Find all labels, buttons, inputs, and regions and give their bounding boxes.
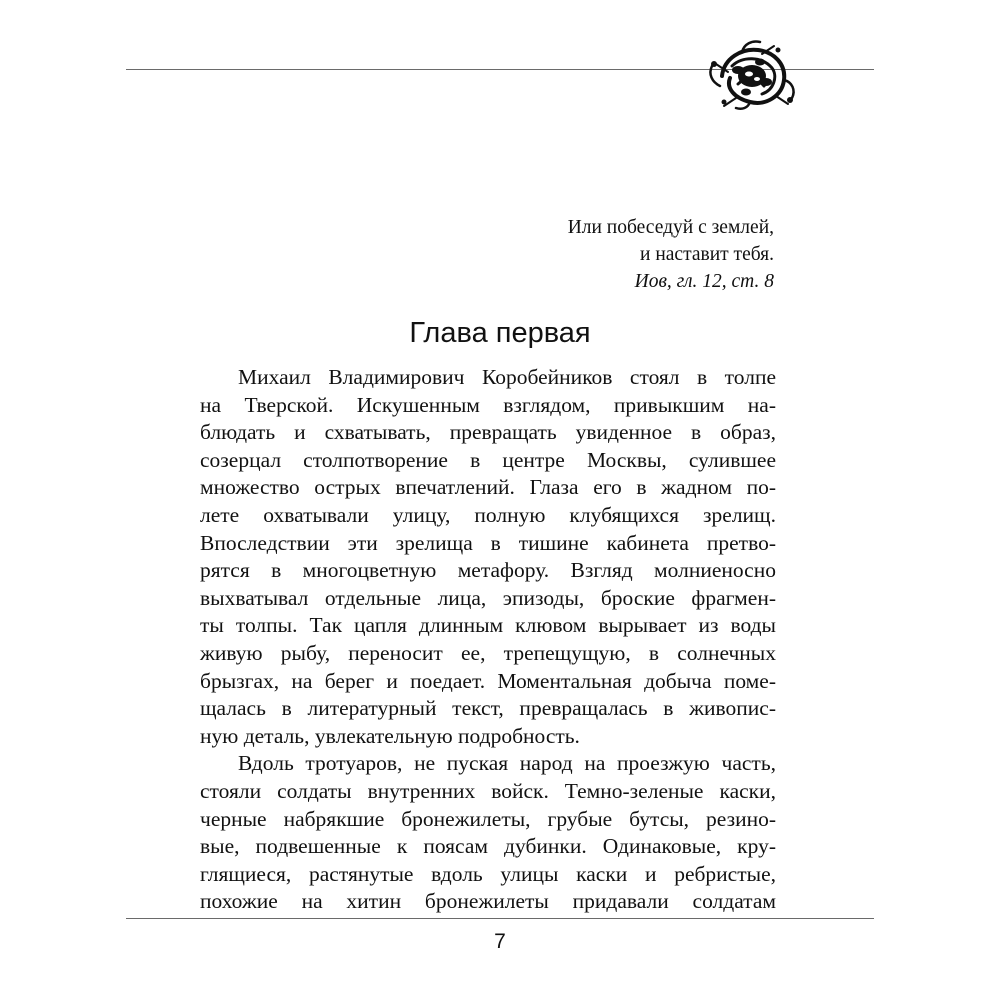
- ornament-icon: [702, 36, 800, 112]
- text-line: рятся в многоцветную метафору. Взгляд молниеносно: [200, 558, 776, 583]
- text-line: на Тверской. Искушенным взглядом, привыкшим на-: [200, 392, 776, 417]
- text-line: похожие на хитин бронежилеты придавали солдатам: [200, 889, 776, 914]
- text-line: Вдоль тротуаров, не пуская народ на проезжую часть,: [238, 751, 776, 776]
- text-line: Впоследствии эти зрелища в тишине кабинета претво-: [200, 530, 776, 555]
- text-line: стояли солдаты внутренних войск. Темно-зеленые каски,: [200, 778, 776, 803]
- text-line: блюдать и схватывать, превращать увиденное в образ,: [200, 420, 776, 445]
- text-line: Михаил Владимирович Коробейников стоял в толпе: [238, 365, 776, 389]
- text-line: вые, подвешенные к поясам дубинки. Одинаковые, кру-: [200, 834, 776, 859]
- chapter-title: Глава первая: [409, 317, 591, 349]
- text-line: ты толпы. Так цапля длинным клювом вырывает из воды: [200, 613, 776, 638]
- text-line: выхватывал отдельные лица, эпизоды, броские фрагмен-: [200, 585, 776, 610]
- text-line: щалась в литературный текст, превращалась в живопис-: [200, 696, 776, 721]
- footer-rule: [126, 918, 874, 919]
- text-line: множество острых впечатлений. Глаза его в жадном по-: [200, 475, 776, 500]
- epigraph-line: и наставит тебя.: [640, 244, 774, 265]
- page-number: 7: [494, 930, 506, 953]
- text-line: живую рыбу, переносит ее, трепещущую, в солнечных: [200, 640, 776, 665]
- text-line: глящиеся, растянутые вдоль улицы каски и ребристые,: [200, 861, 776, 886]
- text-line: брызгах, на берег и поедает. Моментальная добыча поме-: [200, 668, 776, 693]
- text-line: лете охватывали улицу, полную клубящихся зрелищ.: [200, 502, 776, 527]
- text-line: черные набрякшие бронежилеты, грубые бутсы, резино-: [200, 806, 776, 831]
- text-line: ную деталь, увлекательную подробность.: [200, 723, 580, 748]
- epigraph: [568, 214, 774, 295]
- epigraph-source: Иов, гл. 12, ст. 8: [634, 271, 774, 292]
- chapter-body: [200, 364, 776, 916]
- text-line: созерцал столпотворение в центре Москвы, сулившее: [200, 447, 776, 472]
- epigraph-line: Или побеседуй с землей,: [567, 217, 774, 238]
